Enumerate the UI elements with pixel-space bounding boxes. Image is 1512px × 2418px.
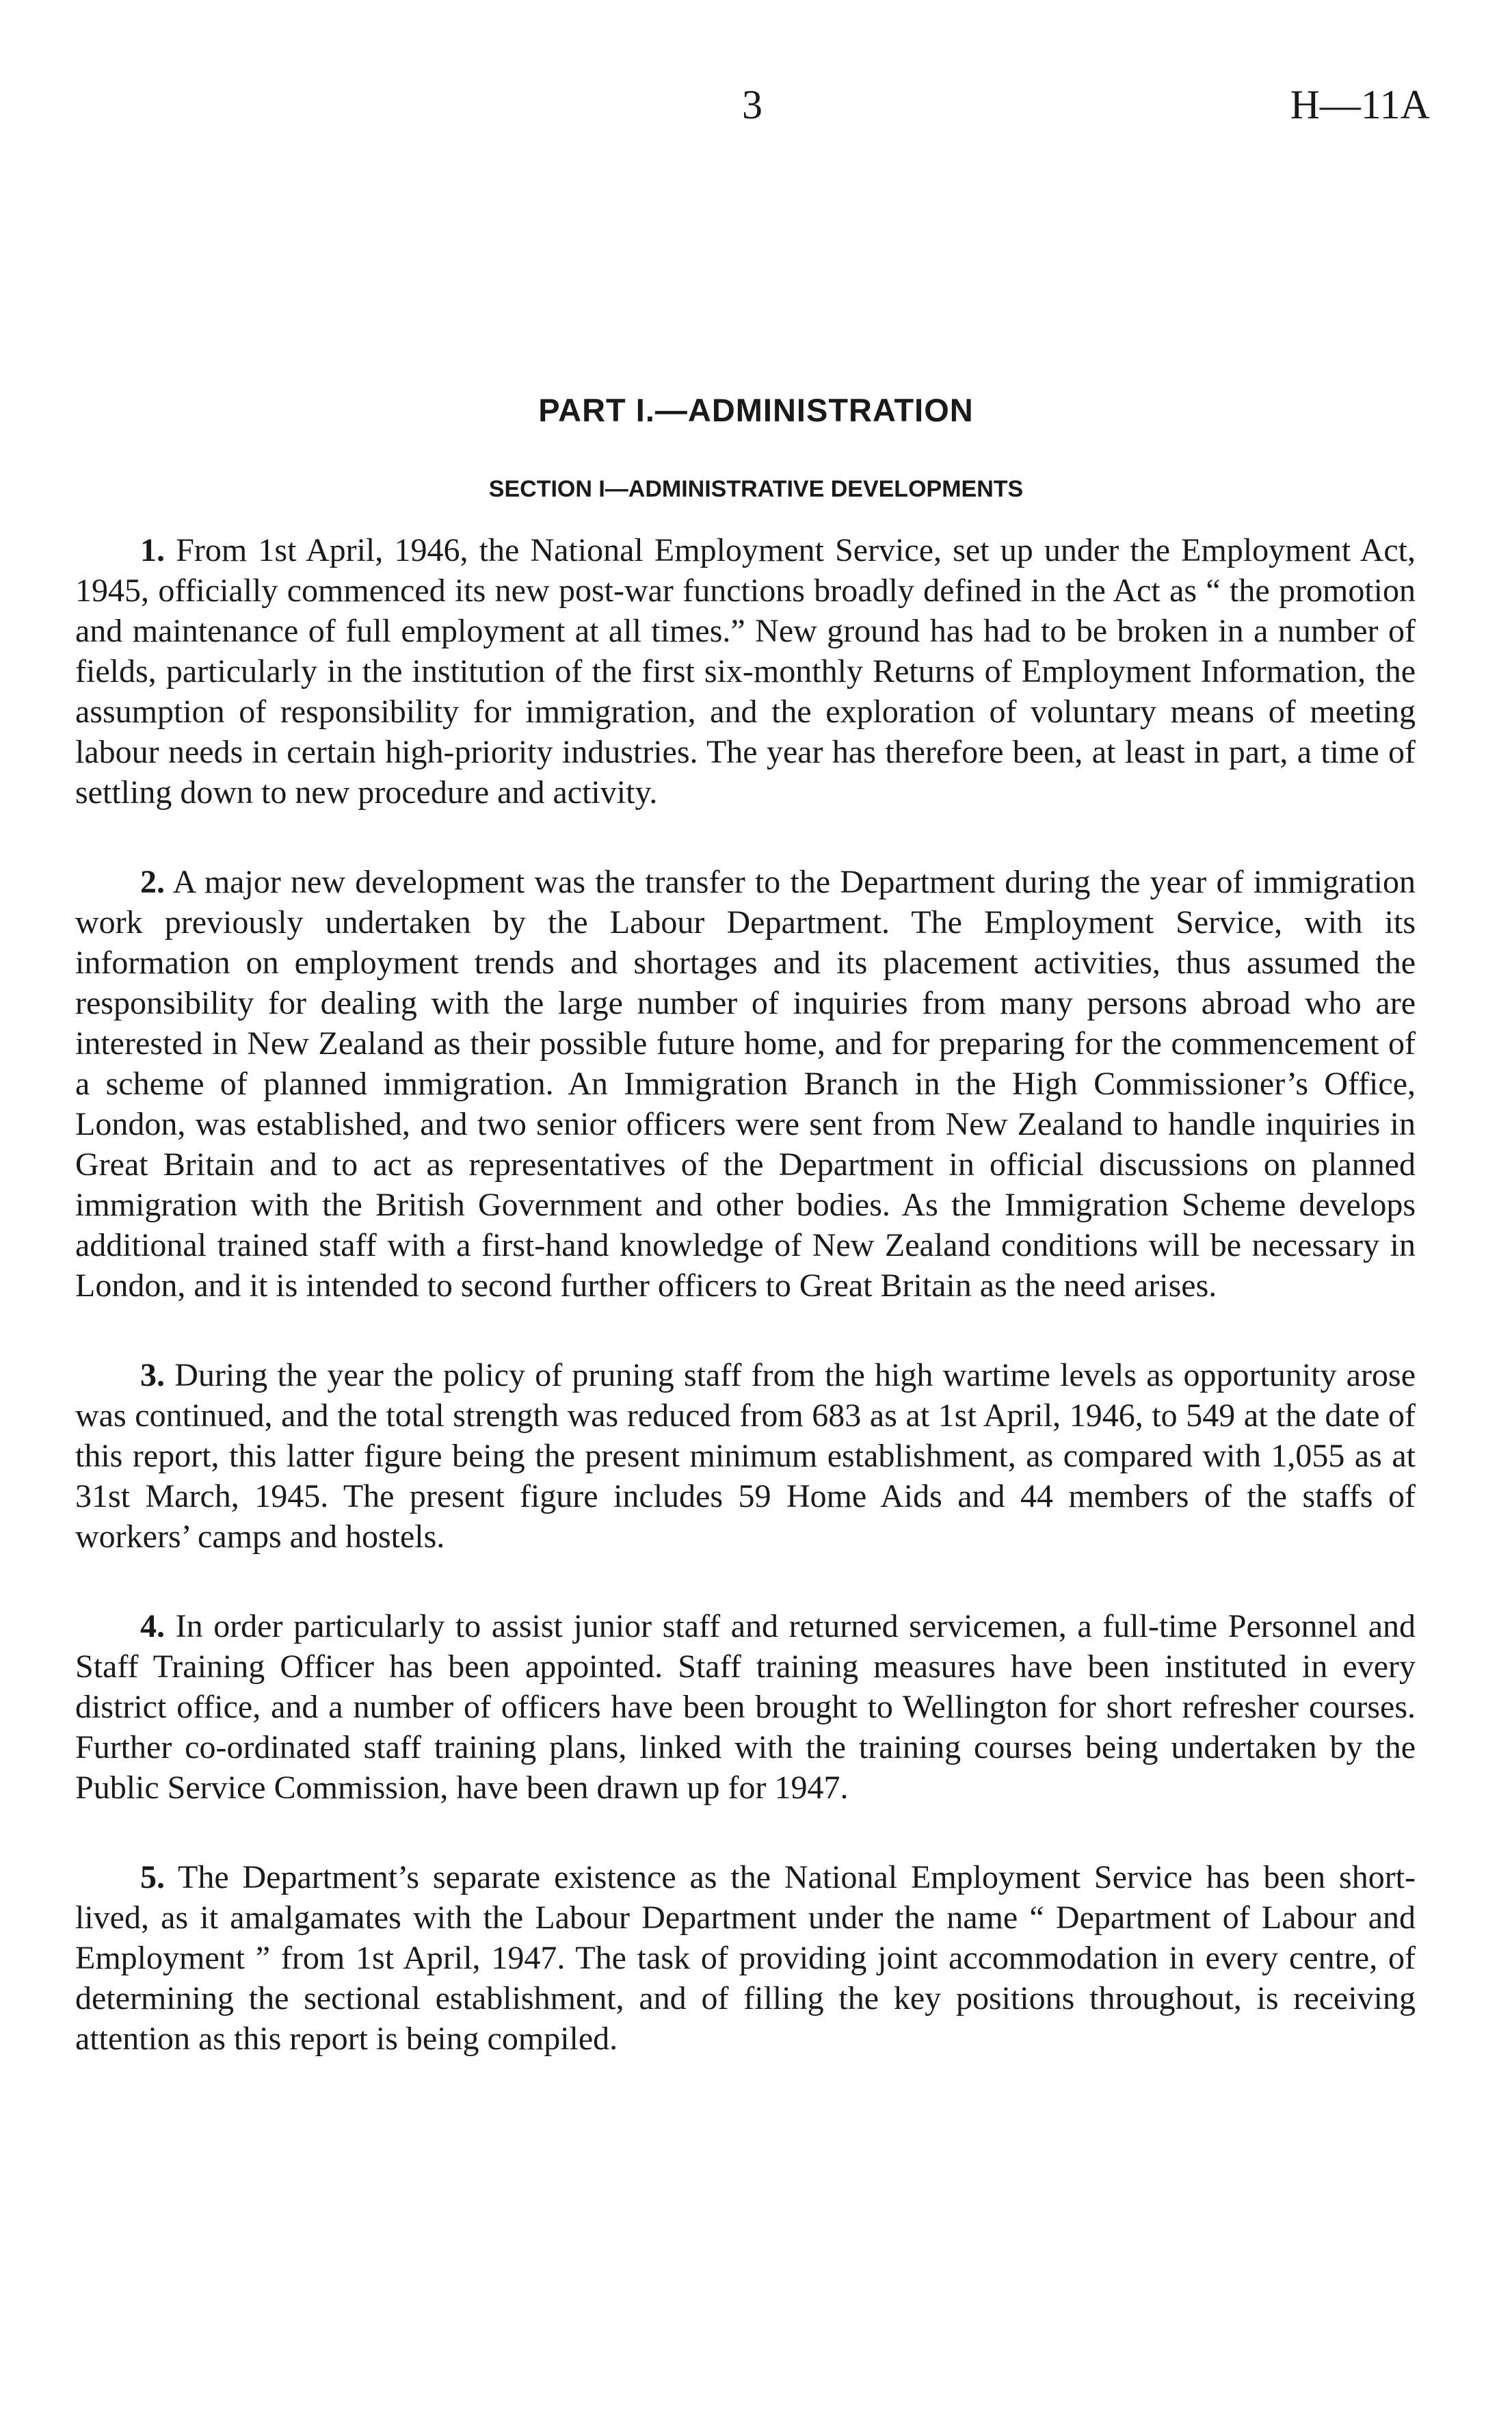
paragraph-text: During the year the policy of pruning staff from the high wartime levels as opportunity arose was continued, and the total strength was reduced from 683 as at 1st April, 1946, to 549 at the date of this report, this latter figure being the present minimum establishment, as compared with 1,055 as at 31st March, 1945. The present figure includes 59 Home Aids and 44 members of the staffs of workers’ camps and hostels. [75, 1357, 1416, 1555]
paragraph-number: 2. [140, 864, 165, 900]
report-reference: H—11A [1290, 82, 1430, 127]
paragraph-number: 4. [140, 1608, 165, 1644]
paragraph-number: 1. [140, 532, 165, 568]
paragraph-text: The Department’s separate existence as the National Employment Service has been short-lived, as it amalgamates with the Labour Department under the name “ Department of Labour and Employment ” from 1st April, 1947. The task of providing joint accommodation in every centre, of determining the sectional establishment, and of filling the key positions throughout, is receiving attention as this report is being compiled. [75, 1859, 1416, 2057]
paragraph-text: In order particularly to assist junior staff and returned servicemen, a full-time Personnel and Staff Training Officer has been appointed. Staff training measures have been instituted in every district office, and a number of officers have been brought to Wellington for short refresher courses. Further co-ordinated staff training plans, linked with the training courses being undertaken by the Public Service Commission, have been drawn up for 1947. [75, 1608, 1416, 1806]
paragraph-text: A major new development was the transfer to the Department during the year of immigration work previously undertaken by the Labour Department. The Employment Service, with its information on employment trends and shortages and its placement activities, thus assumed the responsibility for dealing with the large number of inquiries from many persons abroad who are interested in New Zealand as their possible future home, and for preparing for the commencement of a scheme of planned immigration. An Immigration Branch in the High Commissioner’s Office, London, was established, and two senior officers were sent from New Zealand to handle inquiries in Great Britain and to act as representatives of the Department in official discussions on planned immigration with the British Government and other bodies. As the Immigration Scheme develops additional trained staff with a first-hand knowledge of New Zealand conditions will be necessary in London, and it is intended to second further officers to Great Britain as the need arises. [75, 864, 1416, 1304]
paragraph-text: From 1st April, 1946, the National Employment Service, set up under the Employment Act, 1945, officially commenced its new post-war functions broadly defined in the Act as “ the promotion and maintenance of full employment at all times.” New ground has had to be broken in a number of fields, particularly in the institution of the first six-monthly Returns of Employment Information, the assumption of responsibility for immigration, and the exploration of voluntary means of meeting labour needs in certain high-priority industries. The year has therefore been, at least in part, a time of settling down to new procedure and activity. [75, 532, 1416, 811]
paragraph-2 [75, 862, 1416, 1306]
section-title: SECTION I—ADMINISTRATIVE DEVELOPMENTS [488, 476, 1024, 502]
page-number: 3 [742, 82, 762, 127]
paragraph-3 [75, 1355, 1416, 1557]
paragraph-4 [75, 1606, 1416, 1808]
paragraph-number: 5. [140, 1859, 165, 1895]
paragraph-number: 3. [140, 1357, 165, 1393]
paragraph-1 [75, 530, 1416, 813]
body-text [75, 530, 1416, 2108]
part-title: PART I.—ADMINISTRATION [538, 392, 974, 428]
paragraph-5 [75, 1857, 1416, 2059]
